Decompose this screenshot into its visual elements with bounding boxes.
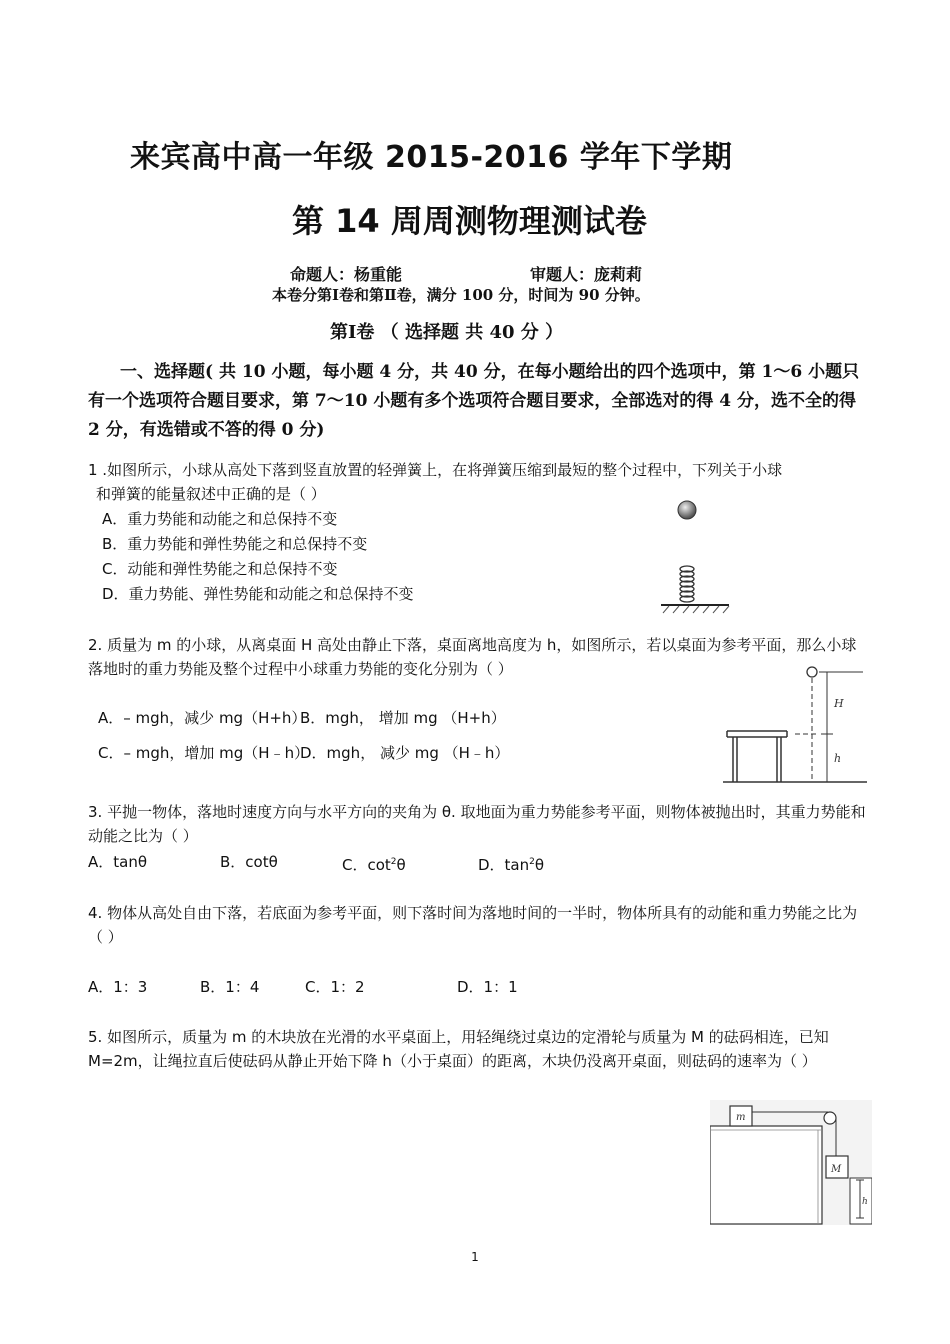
q3-option-c: C．$\cot^2\theta$ [342,856,406,874]
label-m: m [736,1112,746,1123]
q2-option-a: A．– mgh，减少 mg（H+h） [98,709,307,727]
table-shape [727,731,787,782]
instructions: 一、选择题( 共 10 小题，每小题 4 分，共 40 分，在每小题给出的四个选项中，第 1～6 小题只有一个选项符合题目要求，第 7～10 小题有多个选项符合题目要求，全部选对的得 4 分，选不全的得 2 分，有选错或不答的得 0 分) [88,362,860,440]
q1-option-a: A．重力势能和动能之和总保持不变 [102,510,338,528]
q1-option-b: B．重力势能和弹性势能之和总保持不变 [102,535,368,553]
q2-option-b: B．mgh， 增加 mg （H+h） [300,709,506,727]
q1-option-c: C．动能和弹性势能之和总保持不变 [102,560,338,578]
exam-school-title: 来宾高中高一年级 2015-2016 学年下学期 [130,140,733,175]
author-line: 命题人：杨重能 [290,265,403,284]
q4-option-c: C．1：2 [305,978,365,996]
label-M: M [831,1164,842,1175]
q1-option-d: D．重力势能、弹性势能和动能之和总保持不变 [102,585,414,603]
q3-stem: 3. 平抛一物体，落地时速度方向与水平方向的夹角为 θ. 取地面为重力势能参考平面，则物体被抛出时，其重力势能和动能之比为（ ） [88,803,866,845]
reviewer-line: 审题人：庞莉莉 [530,265,643,284]
q2-option-d: D．mgh， 减少 mg （H﹣h） [300,744,510,762]
exam-info: 本卷分第Ⅰ卷和第Ⅱ卷，满分 100 分，时间为 90 分钟。 [272,286,650,304]
label-H: H [834,697,844,710]
q3-option-b: B．cotθ [220,853,278,871]
label-h: h [862,1197,868,1207]
label-h: h [834,752,842,765]
q4-option-d: D．1：1 [457,978,518,996]
q3-option-a: A．tanθ [88,853,148,871]
spring-shape [680,566,694,602]
q1-stem-line1: 1 .如图所示，小球从高处下落到竖直放置的轻弹簧上，在将弹簧压缩到最短的整个过程中，下列关于小球 [88,461,783,479]
ball-shape [678,501,696,519]
page-number: 1 [471,1250,479,1264]
section-heading: 第Ⅰ卷 （ 选择题 共 40 分 ） [330,322,564,343]
table-shape [710,1126,822,1224]
q5-stem: 5. 如图所示，质量为 m 的木块放在光滑的水平桌面上，用轻绳绕过桌边的定滑轮与质量为 M 的砝码相连，已知 M=2m，让绳拉直后使砝码从静止开始下降 h（小于桌面）的距离，木块仍没离开桌面，则砝码的速率为（ ） [88,1028,829,1070]
q4-option-a: A．1：3 [88,978,148,996]
pulley-shape [824,1112,836,1124]
q1-ball-spring-figure [655,495,735,615]
exam-title: 第 14 周周测物理测试卷 [292,202,647,240]
q2-stem: 2. 质量为 m 的小球，从离桌面 H 高处由静止下落，桌面离地高度为 h，如图所示，若以桌面为参考平面，那么小球落地时的重力势能及整个过程中小球重力势能的变化分别为（ ） [88,636,857,678]
q2-option-c: C．– mgh，增加 mg（H﹣h） [98,744,310,762]
ball-shape [807,667,817,677]
q2-table-figure [715,662,870,787]
q1-stem-line2: 和弹簧的能量叙述中正确的是（ ） [96,485,326,503]
q4-stem: 4. 物体从高处自由下落，若底面为参考平面，则下落时间为落地时间的一半时，物体所具有的动能和重力势能之比为（ ） [88,904,858,946]
floor-block [850,1178,872,1224]
q5-pulley-figure [710,1100,872,1225]
q3-option-d: D．$\tan^2\theta$ [478,856,545,874]
q4-option-b: B．1：4 [200,978,260,996]
